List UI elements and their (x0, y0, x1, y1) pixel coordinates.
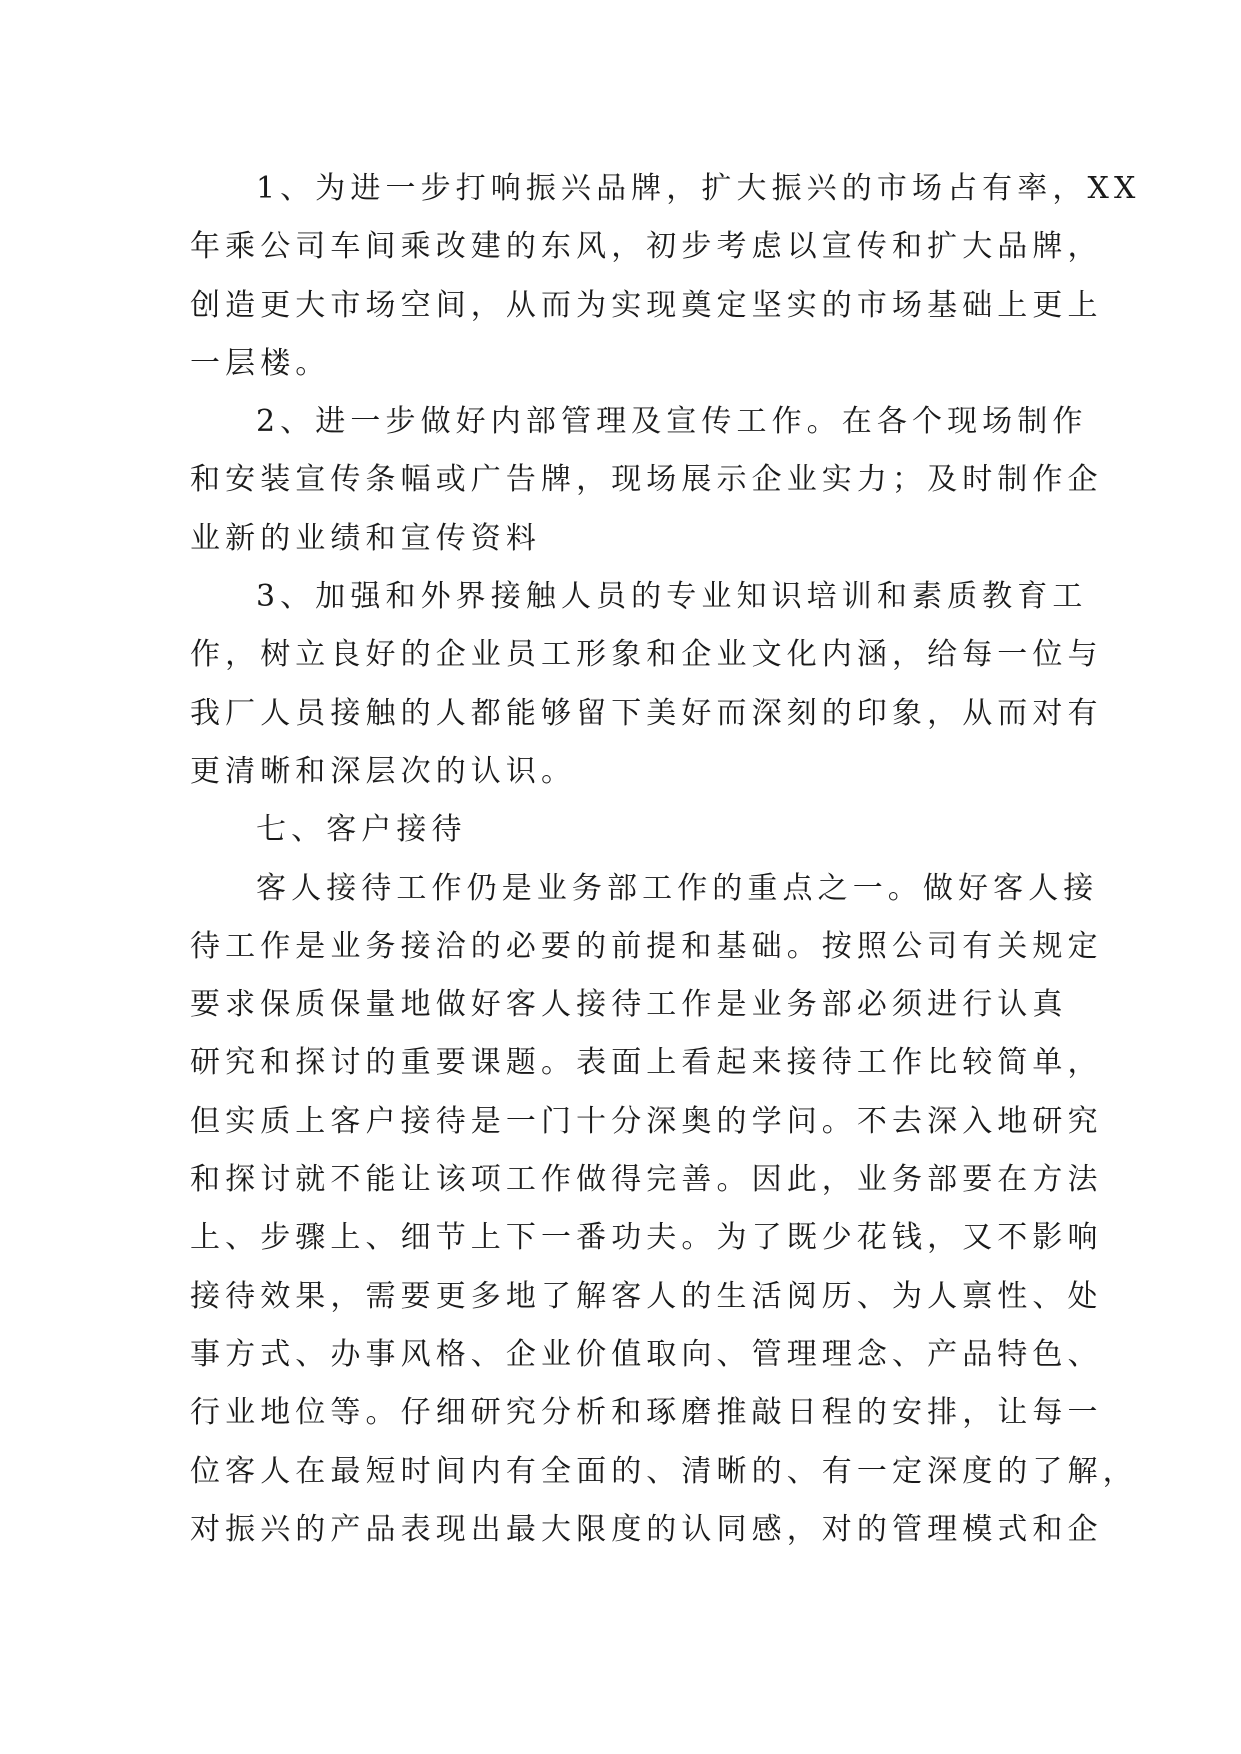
text-line: 但实质上客户接待是一门十分深奥的学问。不去深入地研究 (190, 1103, 1103, 1139)
text-line: 3、加强和外界接触人员的专业知识培训和素质教育工 (256, 579, 1088, 615)
text-line: 年乘公司车间乘改建的东风，初步考虑以宣传和扩大品牌， (190, 229, 1103, 265)
document-body (190, 160, 1141, 1559)
text-line: 客人接待工作仍是业务部工作的重点之一。做好客人接 (256, 870, 1099, 906)
text-line: 作，树立良好的企业员工形象和企业文化内涵，给每一位与 (190, 637, 1103, 673)
text-line: 位客人在最短时间内有全面的、清晰的、有一定深度的了解， (190, 1453, 1138, 1489)
text-line: 一层楼。 (190, 345, 331, 381)
text-line: 我厂人员接触的人都能够留下美好而深刻的印象，从而对有 (190, 695, 1103, 731)
text-line: 业新的业绩和宣传资料 (190, 520, 541, 556)
text-line: 对振兴的产品表现出最大限度的认同感，对的管理模式和企 (190, 1511, 1103, 1547)
text-line: 上、步骤上、细节上下一番功夫。为了既少花钱，又不影响 (190, 1220, 1103, 1256)
text-line: 行业地位等。仔细研究分析和琢磨推敲日程的安排，让每一 (190, 1395, 1103, 1431)
text-line: 事方式、办事风格、企业价值取向、管理理念、产品特色、 (190, 1336, 1103, 1372)
text-line: 1、为进一步打响振兴品牌，扩大振兴的市场占有率，XX (256, 171, 1141, 206)
text-line: 要求保质保量地做好客人接待工作是业务部必须进行认真 (190, 987, 1068, 1023)
text-line: 2、进一步做好内部管理及宣传工作。在各个现场制作 (256, 404, 1088, 440)
text-line: 待工作是业务接洽的必要的前提和基础。按照公司有关规定 (190, 928, 1103, 964)
text-line: 和探讨就不能让该项工作做得完善。因此，业务部要在方法 (190, 1162, 1103, 1198)
text-line: 接待效果，需要更多地了解客人的生活阅历、为人禀性、处 (190, 1278, 1103, 1314)
text-line: 更清晰和深层次的认识。 (190, 753, 577, 789)
text-line: 和安装宣传条幅或广告牌，现场展示企业实力；及时制作企 (190, 462, 1103, 498)
text-line: 研究和探讨的重要课题。表面上看起来接待工作比较简单， (190, 1045, 1103, 1081)
text-line: 创造更大市场空间，从而为实现奠定坚实的市场基础上更上 (190, 287, 1103, 323)
section-heading: 七、客户接待 (256, 812, 467, 848)
